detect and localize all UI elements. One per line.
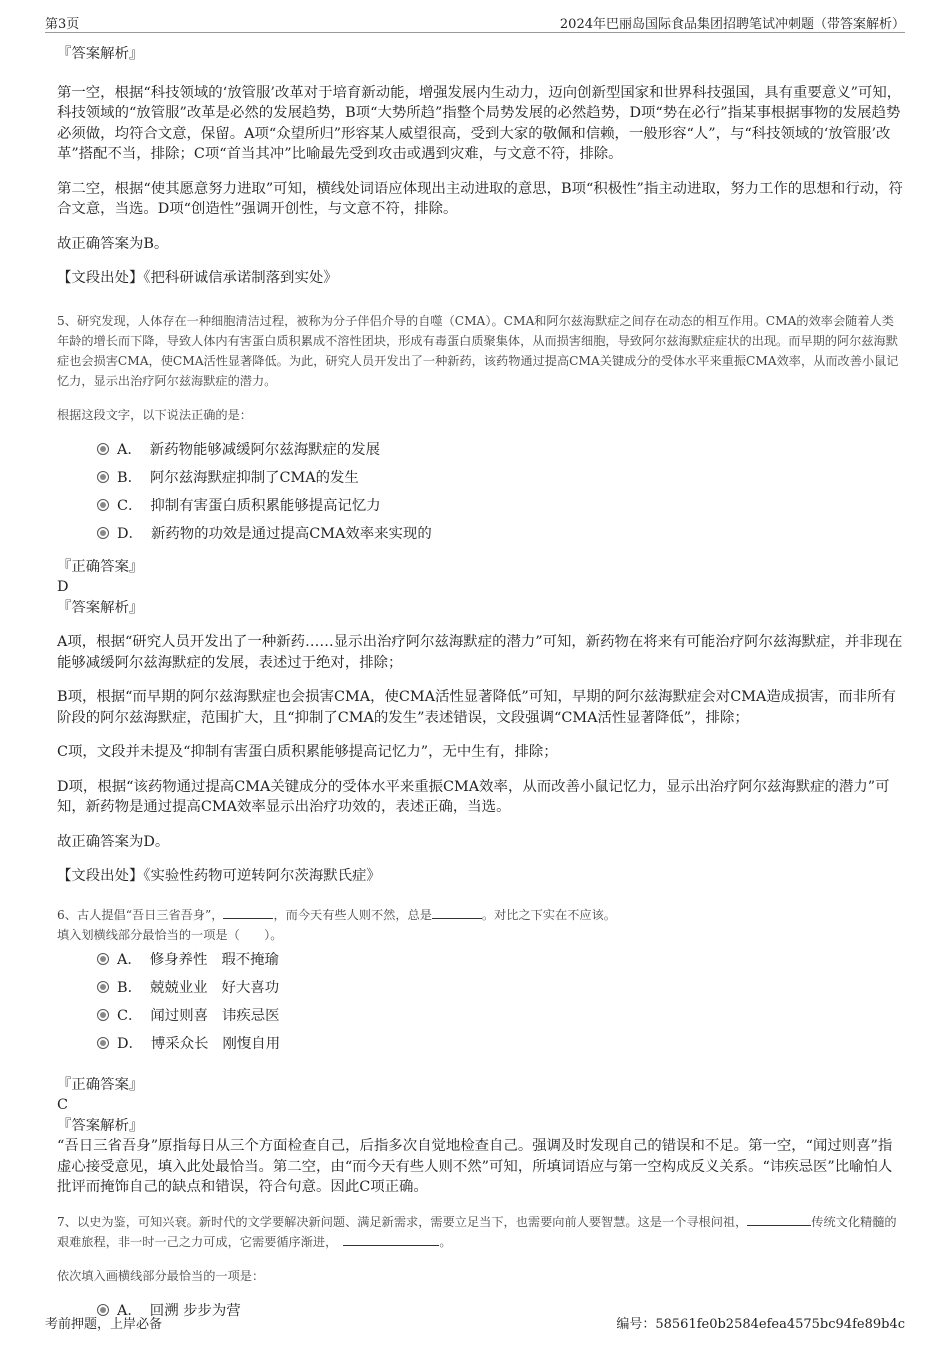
fill-blank (747, 1212, 811, 1226)
source-citation: 【文段出处】《实验性药物可逆转阿尔茨海默氏症》 (57, 868, 381, 884)
document-title: 2024年巴丽岛国际食品集团招聘笔试冲刺题（带答案解析） (559, 17, 905, 32)
correct-answer: D (57, 579, 69, 595)
question-6-stem: 6、古人提倡“吾日三省吾身”， ，而今天有些人则不然，总是 。对比之下实在不应该。 (57, 905, 905, 925)
radio-icon[interactable] (97, 981, 109, 993)
analysis-paragraph: A项，根据“研究人员开发出了一种新药……显示出治疗阿尔兹海默症的潜力”可知，新药物在将来有可能治疗阿尔兹海默症，并非现在能够减缓阿尔兹海默症的发展，表述过于绝对，排除； (57, 634, 903, 671)
question-5-prompt: 根据这段文字，以下说法正确的是： (57, 407, 252, 422)
page-number: 第3页 (45, 17, 80, 32)
fill-blank (432, 905, 482, 919)
footer-slogan: 考前押题，上岸必备 (45, 1317, 163, 1332)
correct-answer-label: 『正确答案』 (57, 558, 144, 575)
option-c[interactable]: C． 闻过则喜 讳疾忌医 (97, 1001, 905, 1029)
analysis-paragraph: B项，根据“而早期的阿尔兹海默症也会损害CMA，使CMA活性显著降低”可知，早期的阿尔兹海默症会对CMA造成损害，而非所有阶段的阿尔兹海默症，范围扩大，且“抑制了CMA的发生”表述错误，文段强调“CMA活性显著降低”，排除； (57, 689, 896, 726)
answer-analysis-label: 『答案解析』 (57, 46, 144, 62)
analysis-paragraph: C项，文段并未提及“抑制有害蛋白质积累能够提高记忆力”，无中生有，排除； (57, 744, 558, 760)
radio-icon[interactable] (97, 1009, 109, 1021)
fill-blank (343, 1232, 439, 1246)
correct-answer: C (57, 1097, 69, 1113)
radio-icon[interactable] (97, 527, 109, 539)
correct-answer-label: 『正确答案』 (57, 1076, 144, 1093)
radio-icon[interactable] (97, 499, 109, 511)
question-7-prompt: 依次填入画横线部分最恰当的一项是： (57, 1268, 265, 1283)
page-header (45, 10, 905, 33)
question-5-options (97, 435, 905, 547)
option-a[interactable]: A． 回溯 步步为营 (97, 1296, 905, 1324)
analysis-paragraph: D项，根据“该药物通过提高CMA关键成分的受体水平来重振CMA效率，从而改善小鼠记忆力，显示出治疗阿尔兹海默症的潜力”可知，新药物是通过提高CMA效率显示出治疗功效的，表述正确，当选。 (57, 778, 890, 815)
option-a[interactable]: A． 修身养性 瑕不掩瑜 (97, 945, 905, 973)
page-content (57, 44, 905, 1324)
question-7-stem: 7、以史为鉴，可知兴衰。新时代的文学要解决新问题、满足新需求，需要立足当下，也需要向前人要智慧。这是一个寻根问祖， 传统文化精髓的艰难旅程，非一时一己之力可成，它需要循序渐进， 。 (57, 1212, 905, 1252)
radio-icon[interactable] (97, 443, 109, 455)
radio-icon[interactable] (97, 471, 109, 483)
source-citation: 【文段出处】《把科研诚信承诺制落到实处》 (57, 270, 338, 286)
option-b[interactable]: B． 兢兢业业 好大喜功 (97, 973, 905, 1001)
radio-icon[interactable] (97, 953, 109, 965)
question-6-prompt: 填入划横线部分最恰当的一项是（ ）。 (57, 927, 283, 942)
option-d[interactable]: D． 新药物的功效是通过提高CMA效率来实现的 (97, 519, 905, 547)
option-b[interactable]: B． 阿尔兹海默症抑制了CMA的发生 (97, 463, 905, 491)
question-6-options (97, 945, 905, 1057)
analysis-paragraph: 第一空，根据“科技领域的‘放管服’改革对于培育新动能，增强发展内生动力，迈向创新型国家和世界科技强国，具有重要意义”可知，科技领域的“放管服”改革是必然的发展趋势，B项“大势所趋”指整个局势发展的必然趋势，D项“势在必行”指某事根据事物的发展趋势必须做，均符合文意，保留。A项“众望所归”形容某人威望很高，受到大家的敬佩和信赖，一般形容“人”，与“科技领域的‘放管服’改革”搭配不当，排除；C项“首当其冲”比喻最先受到攻击或遇到灾难，与文意不符，排除。 (57, 84, 902, 162)
answer-conclusion: 故正确答案为D。 (57, 833, 170, 850)
document-id: 编号：58561fe0b2584efea4575bc94fe89b4c (616, 1317, 905, 1332)
option-c[interactable]: C． 抑制有害蛋白质积累能够提高记忆力 (97, 491, 905, 519)
page-footer (45, 1313, 905, 1331)
option-d[interactable]: D． 博采众长 刚愎自用 (97, 1029, 905, 1057)
option-a[interactable]: A． 新药物能够减缓阿尔兹海默症的发展 (97, 435, 905, 463)
question-5-stem: 5、研究发现，人体存在一种细胞清洁过程，被称为分子伴侣介导的自噬（CMA）。CMA和阿尔兹海默症之间存在动态的相互作用。CMA的效率会随着人类年龄的增长而下降，导致人体内有害蛋白质积累成不溶性团块，形成有毒蛋白质聚集体，从而损害细胞，导致阿尔兹海默症症状的出现。而早期的阿尔兹海默症也会损害CMA，使CMA活性显著降低。为此，研究人员开发出了一种新药，该药物通过提高CMA关键成分的受体水平来重振CMA效率，从而改善小鼠记忆力，显示出治疗阿尔兹海默症的潜力。 (57, 313, 899, 388)
analysis-paragraph: 第二空，根据“使其愿意努力进取”可知，横线处词语应体现出主动进取的意思，B项“积极性”指主动进取，努力工作的思想和行动，符合文意，当选。D项“创造性”强调开创性，与文意不符，排除。 (57, 180, 903, 217)
fill-blank (223, 905, 273, 919)
answer-analysis-label: 『答案解析』 (57, 1117, 144, 1134)
radio-icon[interactable] (97, 1037, 109, 1049)
answer-conclusion: 故正确答案为B。 (57, 235, 169, 252)
analysis-paragraph: “吾日三省吾身”原指每日从三个方面检查自己，后指多次自觉地检查自己。强调及时发现自己的错误和不足。第一空，“闻过则喜”指虚心接受意见，填入此处最恰当。第二空，由“而今天有些人则不然”可知，所填词语应与第一空构成反义关系。“讳疾忌医”比喻怕人批评而掩饰自己的缺点和错误，符合句意。因此C项正确。 (57, 1138, 893, 1195)
answer-analysis-label: 『答案解析』 (57, 599, 144, 616)
